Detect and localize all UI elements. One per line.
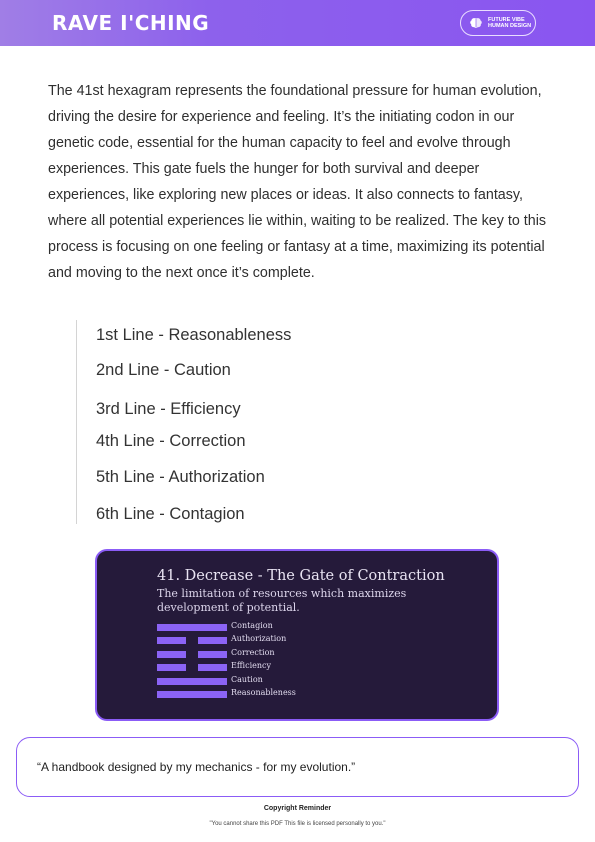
hexagram-broken-bar (198, 651, 227, 658)
quote-text: “A handbook designed by my mechanics - for my evolution.” (37, 760, 356, 774)
hexagram-broken-bar (198, 664, 227, 671)
hexagram-card (95, 549, 499, 721)
hexagram-line-label: Contagion (231, 621, 273, 630)
lines-divider (76, 320, 77, 524)
hexagram-line-label: Efficiency (231, 661, 272, 671)
line-item-1: 1st Line - Reasonableness (96, 326, 292, 344)
intro-paragraph: The 41st hexagram represents the foundational pressure for human evolution, driving the desire for experience and feeling. It’s the initiating codon in our genetic code, essential for the human capacity to feel and evolve through experiences. This gate fuels the hunger for both survival and deeper experiences, like exploring new places or ideas. It also connects to fantasy, where all potential experiences lie within, waiting to be realized. The key to this process is focusing on one feeling or fantasy at a time, maximizing its potential and moving to the next once it’s complete. (48, 83, 547, 281)
line-item-2: 2nd Line - Caution (96, 361, 231, 379)
brain-icon (469, 17, 483, 29)
hexagram-broken-bar (157, 664, 186, 671)
hexagram-line-label: Authorization (231, 634, 287, 644)
hexagram-solid-bar (157, 678, 227, 685)
hexagram-broken-bar (157, 637, 186, 644)
badge-line-2: HUMAN DESIGN (488, 23, 532, 29)
hexagram-solid-bar (157, 624, 227, 631)
line-item-5: 5th Line - Authorization (96, 468, 265, 486)
card-title: 41. Decrease - The Gate of Contraction (157, 568, 445, 584)
line-item-4: 4th Line - Correction (96, 432, 246, 450)
header-banner (0, 0, 595, 46)
brand-title: RAVE I'CHING (52, 11, 210, 35)
hexagram-broken-bar (198, 637, 227, 644)
card-subtitle: The limitation of resources which maximizes development of potential. (157, 587, 407, 614)
copyright-note: "You cannot share this PDF This file is licensed personally to you." (209, 821, 386, 827)
line-item-6: 6th Line - Contagion (96, 505, 245, 523)
hexagram-line-label: Caution (231, 674, 263, 684)
hexagram-broken-bar (157, 651, 186, 658)
hexagram-solid-bar (157, 691, 227, 698)
quote-box (16, 737, 579, 797)
copyright-title: Copyright Reminder (263, 805, 332, 812)
future-vibe-badge[interactable] (460, 10, 536, 36)
line-item-3: 3rd Line - Efficiency (96, 400, 241, 418)
badge-line-1: FUTURE VIBE (488, 16, 525, 23)
hexagram-line-label: Correction (231, 647, 275, 657)
hexagram-line-label: Reasonableness (231, 688, 296, 697)
